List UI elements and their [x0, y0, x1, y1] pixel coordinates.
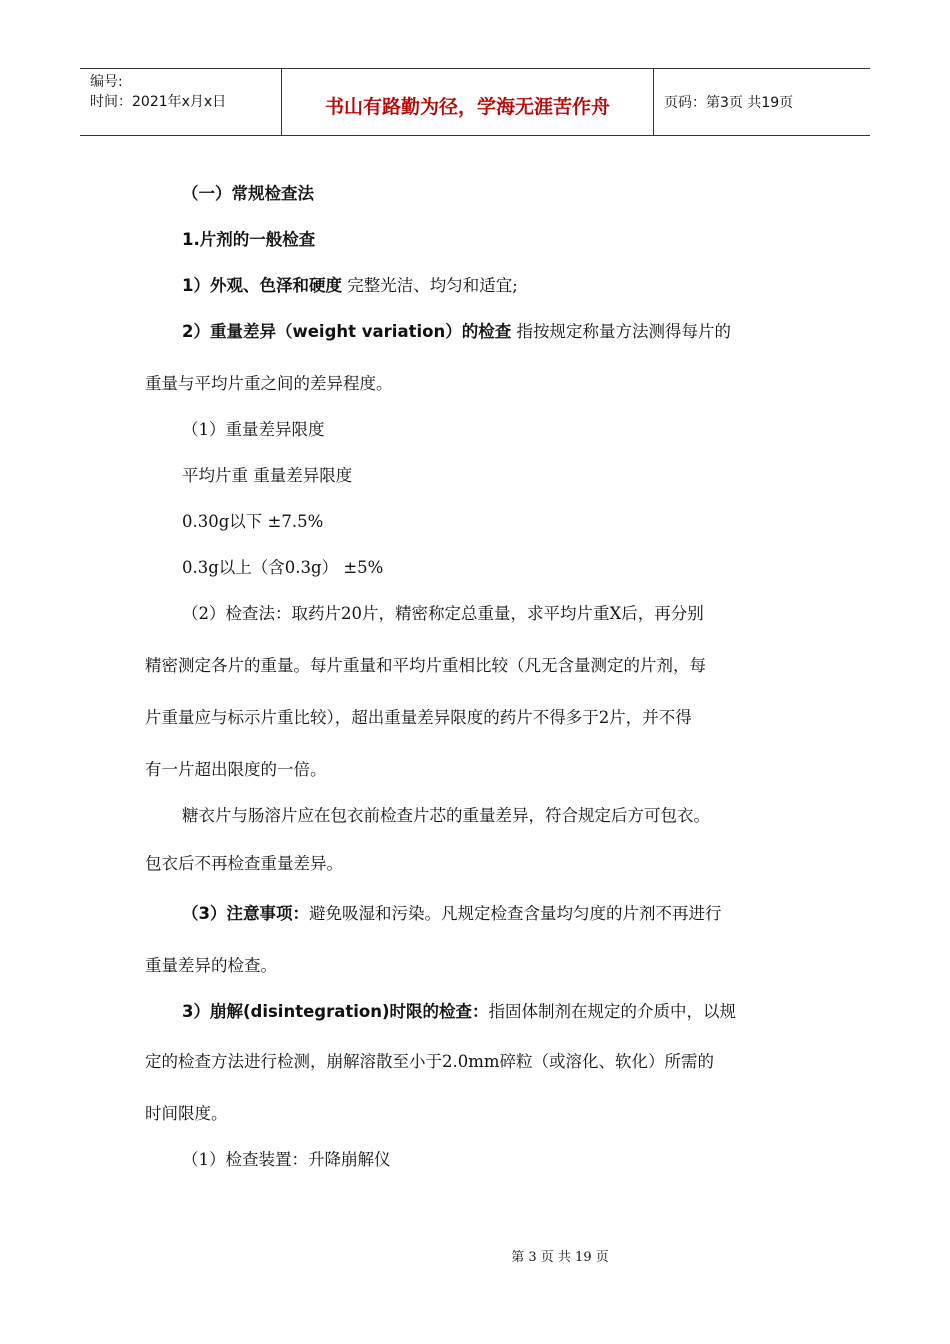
document-date: 时间：2021年x月x日 [90, 94, 227, 110]
method-line: 片重量应与标示片重比较），超出重量差异限度的药片不得多于2片，并不得 [145, 708, 692, 727]
header-motto: 书山有路勤为径，学海无涯苦作舟 [282, 69, 654, 135]
disintegration-line: 定的检查方法进行检测，崩解溶散至小于2.0mm碎粒（或溶化、软化）所需的 [145, 1052, 715, 1071]
notes-title: （3）注意事项： [182, 904, 309, 923]
paragraph-weight-variation-cont: 重量与平均片重之间的差异程度。 [145, 374, 393, 393]
section-title: （一）常规检查法 [182, 184, 314, 203]
document-number-label: 编号: [90, 74, 123, 90]
notes-line: 重量差异的检查。 [145, 956, 277, 975]
header-meta [80, 69, 282, 135]
limit-header: 平均片重 重量差异限度 [182, 466, 353, 485]
header-table [80, 68, 870, 136]
limit-row: 0.30g以下 ±7.5% [182, 512, 324, 531]
disintegration-title: 3）崩解(disintegration)时限的检查： [182, 1002, 489, 1021]
paragraph-weight-variation [145, 318, 731, 342]
item-weight-variation-text: 指按规定称量方法测得每片的 [511, 322, 731, 341]
notes-text: 避免吸湿和污染。凡规定检查含量均匀度的片剂不再进行 [308, 904, 722, 923]
device-line: （1）检查装置：升降崩解仪 [182, 1150, 391, 1169]
item-weight-variation-title: 2）重量差异（weight variation）的检查 [182, 322, 512, 341]
method-line: 有一片超出限度的一倍。 [145, 760, 327, 779]
coated-line: 糖衣片与肠溶片应在包衣前检查片芯的重量差异，符合规定后方可包衣。 [182, 806, 710, 825]
item-appearance-text: 完整光洁、均匀和适宜; [341, 276, 518, 295]
paragraph-appearance [145, 272, 518, 296]
disintegration-text: 指固体制剂在规定的介质中，以规 [488, 1002, 737, 1021]
limit-title: （1）重量差异限度 [182, 420, 325, 439]
item-appearance-title: 1）外观、色泽和硬度 [182, 276, 342, 295]
paragraph-notes [145, 900, 721, 924]
subsection-title: 1.片剂的一般检查 [182, 230, 316, 249]
method-line: 精密测定各片的重量。每片重量和平均片重相比较（凡无含量测定的片剂，每 [145, 656, 706, 675]
paragraph-disintegration [145, 998, 736, 1022]
page-footer: 第 3 页 共 19 页 [511, 1250, 609, 1265]
coated-line: 包衣后不再检查重量差异。 [145, 854, 343, 873]
header-page-info: 页码：第3页 共19页 [664, 95, 794, 111]
limit-row: 0.3g以上（含0.3g） ±5% [182, 558, 384, 577]
method-line: （2）检查法：取药片20片，精密称定总重量，求平均片重X后，再分别 [182, 604, 704, 623]
disintegration-line: 时间限度。 [145, 1104, 228, 1123]
